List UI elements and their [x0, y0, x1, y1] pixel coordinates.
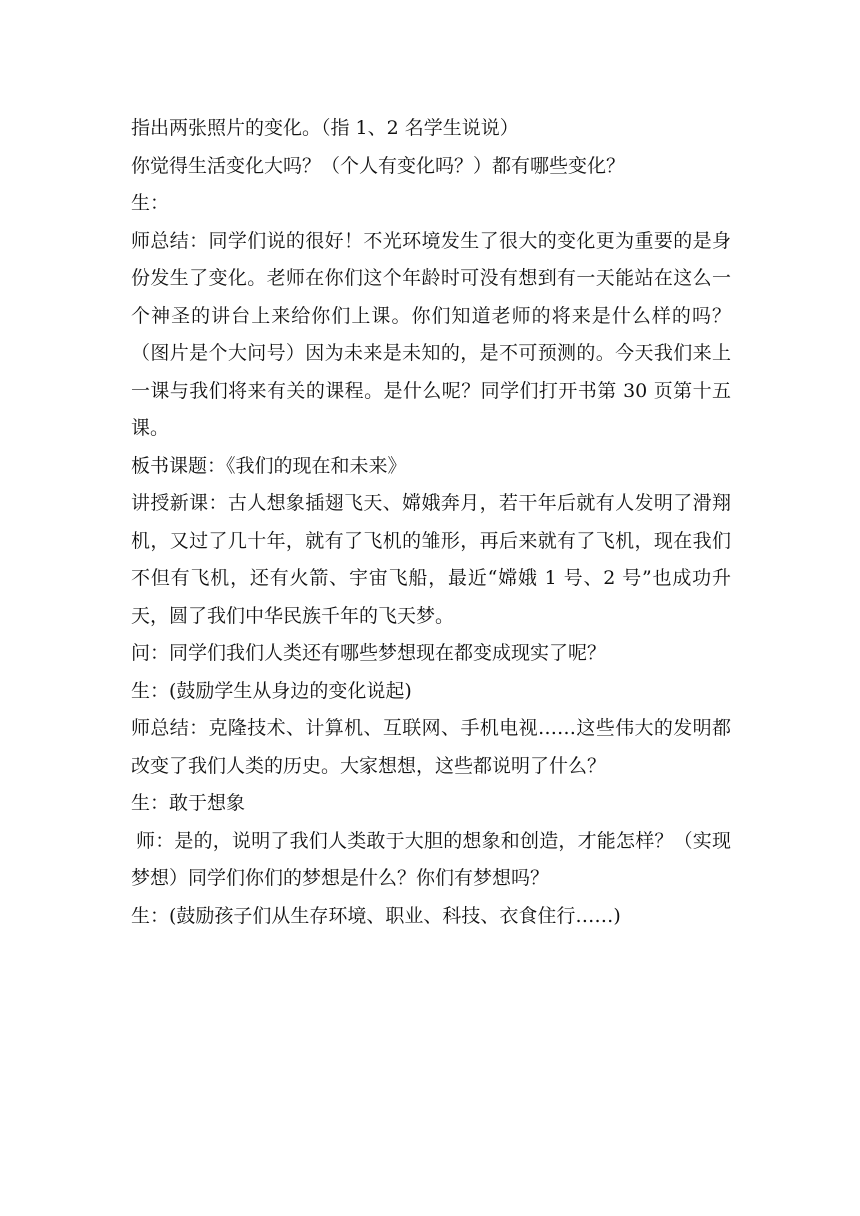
- paragraph-teacher-dreams: 师：是的，说明了我们人类敢于大胆的想象和创造，才能怎样？（实现梦想）同学们你们的梦想是什么？你们有梦想吗？: [131, 829, 731, 889]
- paragraph-teacher-summary-1: 师总结：同学们说的很好！不光环境发生了很大的变化更为重要的是身份发生了变化。老师在你们这个年龄时可没有想到有一天能站在这么一个神圣的讲台上来给你们上课。你们知道老师的将来是什么样的吗？（图片是个大问号）因为未来是未知的，是不可预测的。今天我们来上一课与我们将来有关的课程。是什么呢？同学们打开书第 30 页第十五课。: [131, 229, 731, 439]
- paragraph-student-encourage-1: 生：(鼓励学生从身边的变化说起): [131, 679, 412, 702]
- paragraph-photo-change: 指出两张照片的变化。（指 1、2 名学生说说）: [131, 117, 519, 139]
- paragraph-blackboard-title: 板书课题：《我们的现在和未来》: [131, 454, 407, 477]
- paragraph-question-dreams: 问：同学们我们人类还有哪些梦想现在都变成现实了呢？: [131, 642, 607, 664]
- paragraph-new-lesson: 讲授新课：古人想象插翅飞天、嫦娥奔月，若干年后就有人发明了滑翔机，又过了几十年，就有了飞机的雏形，再后来就有了飞机，现在我们不但有飞机，还有火箭、宇宙飞船，最近“嫦娥 1 号、2 号”也成功升天，圆了我们中华民族千年的飞天梦。: [131, 492, 731, 627]
- paragraph-student-imagine: 生：敢于想象: [131, 792, 246, 814]
- paragraph-life-change-question: 你觉得生活变化大吗？（个人有变化吗？）都有哪些变化？: [131, 154, 626, 177]
- document-body: [131, 110, 731, 935]
- paragraph-student-response: 生：: [131, 192, 170, 214]
- paragraph-student-encourage-2: 生：(鼓励孩子们从生存环境、职业、科技、衣食住行……): [131, 904, 621, 927]
- paragraph-teacher-summary-2: 师总结：克隆技术、计算机、互联网、手机电视……这些伟大的发明都改变了我们人类的历史。大家想想，这些都说明了什么？: [131, 717, 731, 777]
